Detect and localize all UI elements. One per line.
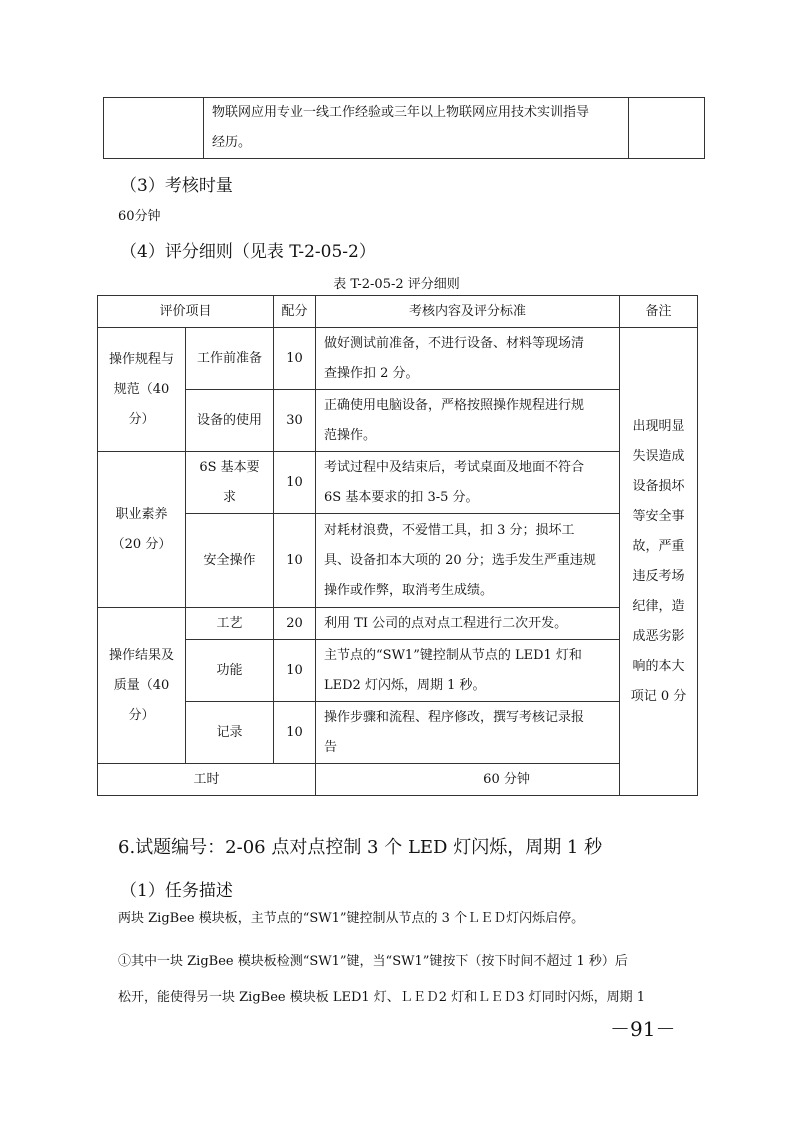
sub-item-cell: 设备的使用 [186, 390, 274, 452]
content-cell [316, 514, 620, 608]
table-cell [204, 98, 629, 159]
content-line: 告 [324, 739, 338, 755]
sub-item-cell: 工艺 [186, 608, 274, 640]
sub-item-line: 求 [223, 489, 237, 505]
cell-text-line: 经历。 [212, 135, 252, 150]
content-cell [316, 640, 620, 702]
note-line: 违反考场 [632, 568, 685, 584]
section-heading: （3）考核时量 [120, 176, 233, 196]
requirements-table-fragment [103, 97, 705, 159]
paragraph [118, 944, 645, 1016]
note-line: 失误造成 [632, 448, 685, 464]
group-label-line: 操作规程与 [108, 351, 174, 367]
score-cell: 10 [274, 514, 316, 608]
page-number: －91－ [610, 1017, 676, 1041]
group-cell [98, 452, 186, 608]
table-cell [104, 98, 204, 159]
note-line: 出现明显 [632, 418, 685, 434]
score-cell: 10 [274, 640, 316, 702]
score-cell: 10 [274, 452, 316, 514]
score-cell: 20 [274, 608, 316, 640]
score-cell: 10 [274, 702, 316, 764]
content-line: 考试过程中及结束后，考试桌面及地面不符合 [324, 459, 585, 475]
content-cell [316, 328, 620, 390]
content-line: 主节点的“SW1”键控制从节点的 LED1 灯和 [324, 647, 582, 663]
paragraph-line: ①其中一块 ZigBee 模块板检测“SW1”键，当“SW1”键按下（按下时间不超过 1 秒）后 [118, 954, 628, 969]
header-item: 评价项目 [98, 296, 274, 328]
note-line: 响的本大 [632, 658, 685, 674]
score-table [97, 295, 698, 796]
sub-item-line: 6S 基本要 [199, 459, 260, 475]
content-line: 范操作。 [324, 427, 377, 443]
cell-text-line: 物联网应用专业一线工作经验或三年以上物联网应用技术实训指导 [212, 105, 590, 120]
content-line: 操作或作弊，取消考生成绩。 [324, 582, 494, 598]
note-line: 项记 0 分 [630, 688, 687, 704]
note-line: 故，严重 [632, 538, 685, 554]
header-score: 配分 [274, 296, 316, 328]
content-line: 操作步骤和流程、程序修改，撰写考核记录报 [324, 709, 585, 725]
section-heading: （4）评分细则（见表 T-2-05-2） [120, 242, 376, 262]
table-cell [629, 98, 705, 159]
footer-value: 60 分钟 [316, 764, 698, 796]
content-line: 查操作扣 2 分。 [324, 365, 419, 381]
group-label-line: 质量（40 [113, 677, 170, 693]
group-label-line: 规范（40 [113, 381, 170, 397]
group-label-line: （20 分） [111, 536, 172, 552]
sub-item-cell: 记录 [186, 702, 274, 764]
sub-item-cell: 功能 [186, 640, 274, 702]
note-cell [620, 328, 698, 796]
note-line: 设备损坏 [632, 478, 685, 494]
content-cell [316, 452, 620, 514]
note-line: 成恶劣影 [632, 628, 685, 644]
content-line: 正确使用电脑设备，严格按照操作规程进行规 [324, 397, 585, 413]
section-heading: （1）任务描述 [120, 881, 233, 901]
sub-item-cell: 安全操作 [186, 514, 274, 608]
content-line: 6S 基本要求的扣 3-5 分。 [324, 489, 479, 505]
content-line: 对耗材浪费，不爱惜工具，扣 3 分；损坏工 [324, 522, 575, 538]
content-line: 做好测试前准备，不进行设备、材料等现场清 [324, 335, 585, 351]
group-label-line: 分） [128, 411, 155, 427]
group-label-line: 操作结果及 [108, 647, 174, 663]
content-line: 具、设备扣本大项的 20 分；选手发生严重违规 [324, 552, 596, 568]
score-cell: 30 [274, 390, 316, 452]
header-note: 备注 [620, 296, 698, 328]
header-content: 考核内容及评分标准 [316, 296, 620, 328]
group-label-line: 职业素养 [115, 506, 168, 522]
table-caption: 表 T-2-05-2 评分细则 [333, 277, 460, 292]
note-line: 纪律，造 [632, 598, 685, 614]
question-title: 6.试题编号：2-06 点对点控制 3 个 LED 灯闪烁，周期 1 秒 [118, 837, 603, 858]
paragraph: 两块 ZigBee 模块板，主节点的“SW1”键控制从节点的 3 个ＬＥＤ灯闪烁启停。 [118, 911, 585, 926]
content-cell [316, 702, 620, 764]
footer-label: 工时 [98, 764, 316, 796]
content-cell: 利用 TI 公司的点对点工程进行二次开发。 [316, 608, 620, 640]
content-cell [316, 390, 620, 452]
note-line: 等安全事 [632, 508, 685, 524]
paragraph-line: 松开，能使得另一块 ZigBee 模块板 LED1 灯、ＬＥＤ2 灯和ＬＥＤ3 灯同时闪烁，周期 1 [118, 990, 646, 1005]
group-label-line: 分） [128, 707, 155, 723]
group-cell [98, 608, 186, 764]
sub-item-cell: 工作前准备 [186, 328, 274, 390]
content-line: LED2 灯闪烁，周期 1 秒。 [324, 677, 486, 693]
sub-item-cell [186, 452, 274, 514]
group-cell [98, 328, 186, 452]
section-body: 60分钟 [118, 209, 161, 224]
score-cell: 10 [274, 328, 316, 390]
